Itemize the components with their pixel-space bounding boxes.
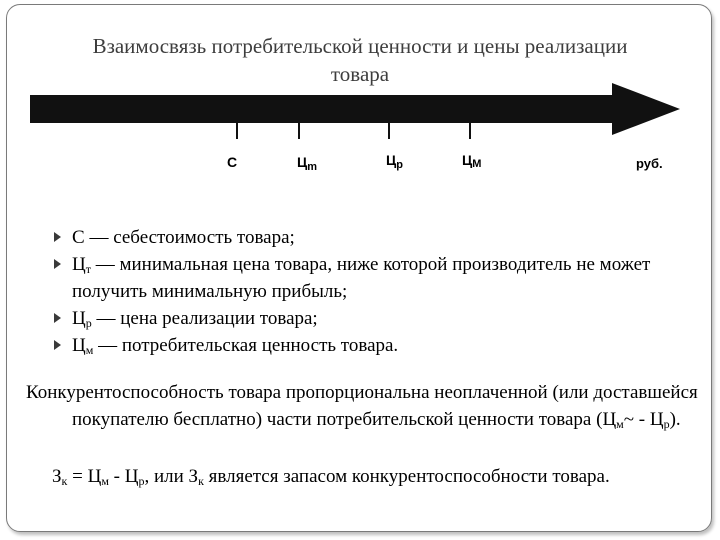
paragraph-text: Конкурентоспособность товара пропорциональна неоплаченной (или доставшейся покупателю бесплатно) части потребительской ценности товара (Ц bbox=[26, 382, 698, 430]
symbol-sub: к bbox=[198, 474, 204, 488]
title-line-2: товара bbox=[330, 62, 390, 86]
bullet-arrow-icon bbox=[54, 340, 61, 350]
paragraph-text: ~ - Ц bbox=[623, 409, 664, 430]
symbol: Ц bbox=[72, 335, 86, 356]
definition-min-price bbox=[48, 251, 698, 305]
symbol-sub: т bbox=[85, 262, 91, 276]
definitions-list bbox=[48, 224, 698, 359]
bullet-arrow-icon bbox=[54, 232, 61, 242]
symbol-sub: м bbox=[616, 417, 624, 431]
symbol: Ц bbox=[72, 308, 86, 329]
definition-cost bbox=[48, 224, 698, 251]
reserve-formula-paragraph bbox=[52, 463, 720, 490]
definition-text: — цена реализации товара; bbox=[91, 308, 318, 329]
symbol-sub: к bbox=[61, 474, 68, 488]
competitiveness-paragraph bbox=[26, 379, 720, 433]
bullet-arrow-icon bbox=[54, 259, 61, 269]
formula-text: З bbox=[52, 466, 62, 487]
symbol-sub: р bbox=[663, 417, 670, 431]
symbol-sub: м bbox=[85, 343, 94, 357]
formula-text: = Ц bbox=[67, 466, 102, 487]
definition-consumer-value bbox=[48, 332, 698, 359]
axis-label-cM: ЦМ bbox=[462, 152, 482, 170]
axis-unit-label: руб. bbox=[636, 156, 663, 171]
symbol-sub: м bbox=[101, 474, 109, 488]
formula-text: - Ц bbox=[108, 466, 139, 487]
formula-text: , или З bbox=[144, 466, 199, 487]
definition-text: — себестоимость товара; bbox=[84, 227, 295, 248]
definition-text: — потребительская ценность товара. bbox=[93, 335, 399, 356]
bullet-arrow-icon bbox=[54, 313, 61, 323]
symbol: Ц bbox=[72, 254, 86, 275]
definition-sale-price bbox=[48, 305, 698, 332]
paragraph-text: ). bbox=[669, 409, 681, 430]
definition-text: — минимальная цена товара, ниже которой производитель не может получить минимальную прибыль; bbox=[72, 254, 651, 302]
axis-label-c: С bbox=[227, 154, 238, 170]
axis-label-cm: $Ц_m$ bbox=[297, 154, 318, 173]
formula-text: является запасом конкурентоспособности товара. bbox=[203, 466, 610, 487]
symbol-sub: р bbox=[85, 316, 92, 330]
axis-label-cr: $Ц_р$ bbox=[386, 152, 403, 171]
axis-arrow bbox=[30, 83, 680, 135]
title-line-1: Взаимосвязь потребительской ценности и цены реализации bbox=[92, 34, 628, 58]
symbol: С bbox=[72, 227, 85, 248]
symbol-sub: р bbox=[138, 474, 145, 488]
price-axis-diagram bbox=[0, 75, 720, 185]
